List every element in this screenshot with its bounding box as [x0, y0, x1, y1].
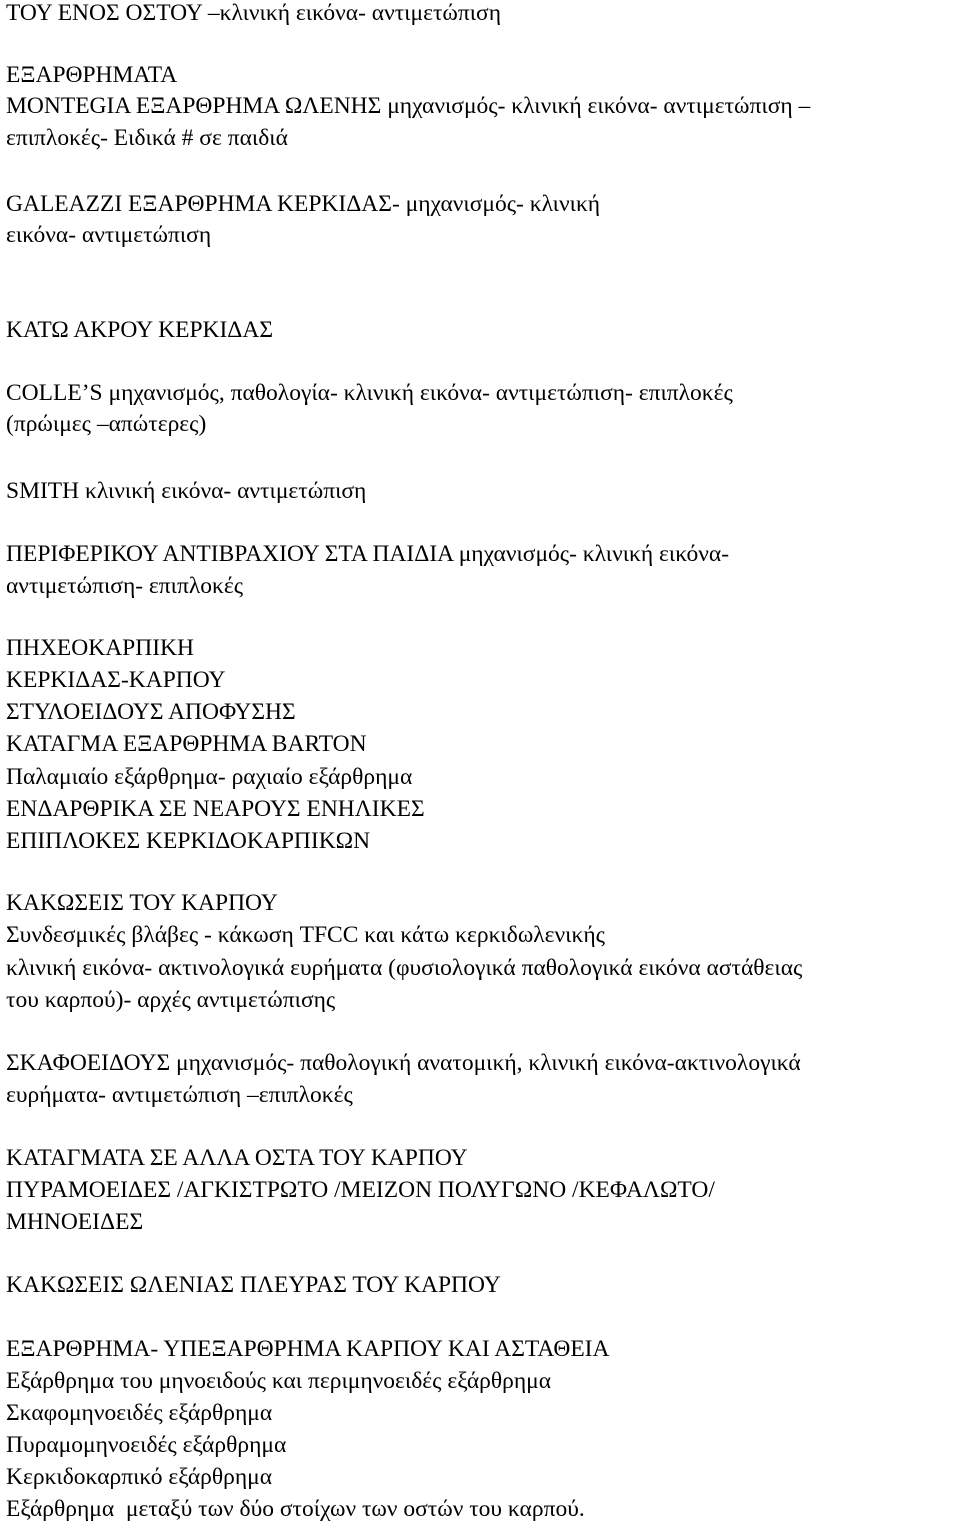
text-line: Παλαμιαίο εξάρθρημα- ραχιαίο εξάρθρημα — [6, 764, 413, 790]
text-line: ΜΗΝΟΕΙΔΕΣ — [6, 1209, 144, 1235]
text-line: ΕΝΔΑΡΘΡΙΚΑ ΣΕ ΝΕΑΡΟΥΣ ΕΝΗΛΙΚΕΣ — [6, 796, 425, 822]
text-line: ευρήματα- αντιμετώπιση –επιπλοκές — [6, 1082, 353, 1108]
text-line: Σκαφομηνοειδές εξάρθρημα — [6, 1400, 273, 1426]
text-line: του καρπού)- αρχές αντιμετώπισης — [6, 987, 336, 1013]
section-heading: ΚΑΚΩΣΕΙΣ ΤΟΥ ΚΑΡΠΟΥ — [6, 890, 278, 916]
text-line: MONTEGIA ΕΞΑΡΘΡΗΜΑ ΩΛΕΝΗΣ μηχανισμός- κλινική εικόνα- αντιμετώπιση – — [6, 93, 811, 119]
text-line: Κερκιδοκαρπικό εξάρθρημα — [6, 1464, 273, 1490]
text-line: (πρώιμες –απώτερες) — [6, 411, 207, 437]
text-line: Πυραμομηνοειδές εξάρθρημα — [6, 1432, 287, 1458]
text-line: ΕΠΙΠΛΟΚΕΣ ΚΕΡΚΙΔΟΚΑΡΠΙΚΩΝ — [6, 828, 371, 854]
text-line: ΤΟΥ ΕΝΟΣ ΟΣΤΟΥ –κλινική εικόνα- αντιμετώπιση — [6, 0, 502, 26]
section-heading: ΚΑΚΩΣΕΙΣ ΩΛΕΝΙΑΣ ΠΛΕΥΡΑΣ ΤΟΥ ΚΑΡΠΟΥ — [6, 1272, 501, 1298]
text-line: ΠΕΡΙΦΕΡΙΚΟΥ ΑΝΤΙΒΡΑΧΙΟΥ ΣΤΑ ΠΑΙΔΙΑ μηχανισμός- κλινική εικόνα- — [6, 541, 730, 567]
text-line: ΚΕΡΚΙΔΑΣ-ΚΑΡΠΟΥ — [6, 667, 226, 693]
text-line: ΚΑΤΑΓΜΑ ΕΞΑΡΘΡΗΜΑ BARTON — [6, 731, 367, 757]
text-line: ΣΤΥΛΟΕΙΔΟΥΣ ΑΠΟΦΥΣΗΣ — [6, 699, 296, 725]
text-line: Εξάρθρημα του μηνοειδούς και περιμηνοειδές εξάρθρημα — [6, 1368, 552, 1394]
section-heading: ΕΞΑΡΘΡΗΜΑΤΑ — [6, 62, 178, 88]
text-line: GALEAZZI ΕΞΑΡΘΡΗΜΑ ΚΕΡΚΙΔΑΣ- μηχανισμός- κλινική — [6, 191, 601, 217]
section-heading: ΣΚΑΦΟΕΙΔΟΥΣ μηχανισμός- παθολογική ανατομική, κλινική εικόνα-ακτινολογικά — [6, 1050, 801, 1076]
text-line: Συνδεσμικές βλάβες - κάκωση TFCC και κάτω κερκιδωλενικής — [6, 922, 605, 948]
text-line: SMITH κλινική εικόνα- αντιμετώπιση — [6, 478, 367, 504]
text-line: αντιμετώπιση- επιπλοκές — [6, 573, 244, 599]
section-heading: ΚΑΤΩ ΑΚΡΟΥ ΚΕΡΚΙΔΑΣ — [6, 317, 274, 343]
text-line: Εξάρθρημα μεταξύ των δύο στοίχων των οστών του καρπού. — [6, 1496, 585, 1522]
text-line: εικόνα- αντιμετώπιση — [6, 222, 212, 248]
text-line: κλινική εικόνα- ακτινολογικά ευρήματα (φυσιολογικά παθολογικά εικόνα αστάθειας — [6, 955, 803, 981]
section-heading: ΕΞΑΡΘΡΗΜΑ- ΥΠΕΞΑΡΘΡΗΜΑ ΚΑΡΠΟΥ ΚΑΙ ΑΣΤΑΘΕΙΑ — [6, 1336, 610, 1362]
text-line: COLLE’S μηχανισμός, παθολογία- κλινική εικόνα- αντιμετώπιση- επιπλοκές — [6, 380, 733, 406]
text-line: ΠΥΡΑΜΟΕΙΔΕΣ /ΑΓΚΙΣΤΡΩΤΟ /ΜΕΙΖΟΝ ΠΟΛΥΓΩΝΟ /ΚΕΦΑΛΩΤΟ/ — [6, 1177, 715, 1203]
section-heading: ΚΑΤΑΓΜΑΤΑ ΣΕ ΑΛΛΑ ΟΣΤΑ ΤΟΥ ΚΑΡΠΟΥ — [6, 1145, 468, 1171]
text-line: επιπλοκές- Ειδικά # σε παιδιά — [6, 125, 288, 151]
section-heading: ΠΗΧΕΟΚΑΡΠΙΚΗ — [6, 635, 194, 661]
